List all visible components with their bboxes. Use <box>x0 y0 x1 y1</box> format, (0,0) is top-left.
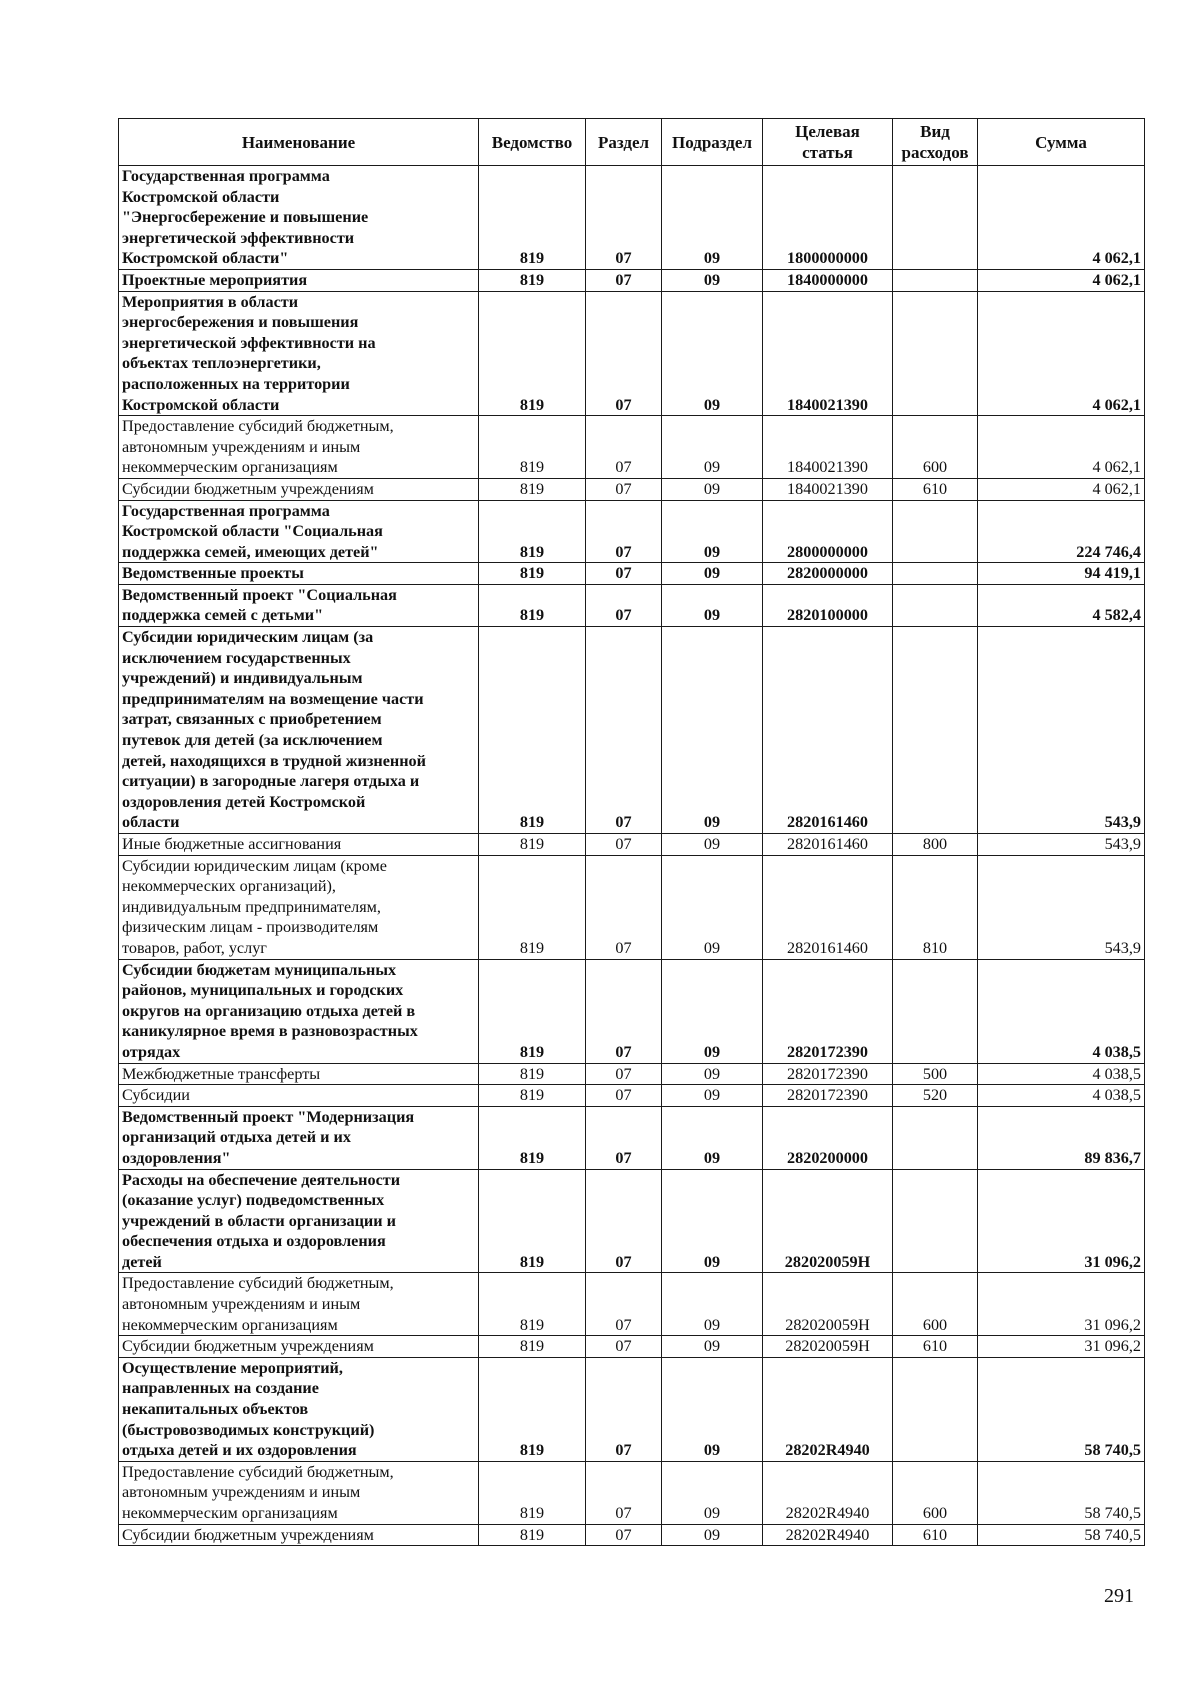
row-subsection: 09 <box>662 563 763 585</box>
row-name-line: Субсидии бюджетам муниципальных <box>122 960 397 979</box>
row-name-line: отдыха детей и их оздоровления <box>122 1441 357 1460</box>
row-expense-type <box>893 584 978 626</box>
row-amount: 543,9 <box>978 855 1145 959</box>
row-target-article: 1800000000 <box>763 166 893 270</box>
row-expense-type: 610 <box>893 1336 978 1358</box>
row-name-line: исключением государственных <box>122 648 351 667</box>
row-name-line: Иные бюджетные ассигнования <box>122 835 342 853</box>
budget-table <box>118 118 1145 1546</box>
row-target-article: 2820100000 <box>763 584 893 626</box>
row-name-line: Мероприятия в области <box>122 292 299 311</box>
row-name-line: детей <box>122 1252 162 1271</box>
table-row <box>119 627 1145 834</box>
row-expense-type: 800 <box>893 834 978 856</box>
row-amount: 4 038,5 <box>978 959 1145 1063</box>
row-target-article: 2820161460 <box>763 834 893 856</box>
row-name-line: товаров, работ, услуг <box>122 938 267 957</box>
row-name <box>119 269 479 291</box>
row-name-line: округов на организацию отдыха детей в <box>122 1001 416 1020</box>
row-subsection: 09 <box>662 1336 763 1358</box>
table-row <box>119 291 1145 416</box>
row-name-line: районов, муниципальных и городских <box>122 981 404 1000</box>
header-target-line1: Целевая <box>795 122 860 141</box>
row-amount: 4 062,1 <box>978 291 1145 416</box>
table-row <box>119 1063 1145 1085</box>
table-row <box>119 1169 1145 1273</box>
row-name-line: поддержка семей с детьми" <box>122 606 324 625</box>
row-amount: 4 062,1 <box>978 416 1145 479</box>
header-expense-type <box>893 119 978 166</box>
row-subsection: 09 <box>662 416 763 479</box>
table-row <box>119 1085 1145 1107</box>
row-department: 819 <box>479 1063 586 1085</box>
row-name-line: области <box>122 813 180 832</box>
row-expense-type <box>893 1357 978 1461</box>
row-name-line: учреждений в области организации и <box>122 1211 396 1230</box>
row-name-line: Костромской области <box>122 395 280 414</box>
row-name <box>119 1524 479 1546</box>
row-target-article: 1840021390 <box>763 478 893 500</box>
row-name <box>119 627 479 834</box>
row-section: 07 <box>586 1357 662 1461</box>
row-department: 819 <box>479 855 586 959</box>
row-section: 07 <box>586 1336 662 1358</box>
row-name-line: Ведомственные проекты <box>122 564 304 583</box>
row-name-line: организаций отдыха детей и их <box>122 1128 351 1147</box>
row-name-line: Межбюджетные трансферты <box>122 1064 321 1083</box>
row-name-line: объектах теплоэнергетики, <box>122 354 321 373</box>
row-department: 819 <box>479 959 586 1063</box>
table-row <box>119 269 1145 291</box>
row-section: 07 <box>586 291 662 416</box>
header-section: Раздел <box>586 119 662 166</box>
row-subsection: 09 <box>662 959 763 1063</box>
row-department: 819 <box>479 563 586 585</box>
row-expense-type <box>893 627 978 834</box>
row-section: 07 <box>586 627 662 834</box>
row-name-line: энергосбережения и повышения <box>122 313 359 332</box>
row-name-line: предпринимателям на возмещение части <box>122 689 424 708</box>
row-section: 07 <box>586 269 662 291</box>
row-target-article: 2820172390 <box>763 959 893 1063</box>
row-amount: 58 740,5 <box>978 1357 1145 1461</box>
row-amount: 4 038,5 <box>978 1063 1145 1085</box>
row-name-line: Предоставление субсидий бюджетным, <box>122 417 394 436</box>
row-target-article: 28202R4940 <box>763 1461 893 1524</box>
row-name-line: (быстровозводимых конструкций) <box>122 1420 375 1439</box>
header-type-line1: Вид <box>920 122 950 141</box>
row-target-article: 28202R4940 <box>763 1524 893 1546</box>
row-target-article: 2820161460 <box>763 627 893 834</box>
row-target-article: 2820161460 <box>763 855 893 959</box>
row-department: 819 <box>479 166 586 270</box>
row-expense-type <box>893 166 978 270</box>
row-name <box>119 959 479 1063</box>
table-row <box>119 1336 1145 1358</box>
row-name-line: Государственная программа <box>122 167 330 185</box>
row-name <box>119 1336 479 1358</box>
row-name-line: некоммерческим организациям <box>122 1504 338 1522</box>
row-target-article: 28202R4940 <box>763 1357 893 1461</box>
row-amount: 31 096,2 <box>978 1336 1145 1358</box>
row-name <box>119 834 479 856</box>
row-section: 07 <box>586 959 662 1063</box>
table-body <box>119 166 1145 1546</box>
row-name-line: Субсидии бюджетным учреждениям <box>122 479 374 498</box>
row-expense-type: 600 <box>893 416 978 479</box>
header-subsection: Подраздел <box>662 119 763 166</box>
row-target-article: 1840021390 <box>763 416 893 479</box>
row-name-line: автономным учреждениям и иным <box>122 437 361 456</box>
row-subsection: 09 <box>662 1461 763 1524</box>
row-subsection: 09 <box>662 855 763 959</box>
row-name-line: автономным учреждениям и иным <box>122 1295 361 1314</box>
table-row <box>119 959 1145 1063</box>
row-name <box>119 563 479 585</box>
row-department: 819 <box>479 1106 586 1169</box>
table-row <box>119 1357 1145 1461</box>
row-department: 819 <box>479 1169 586 1273</box>
row-name-line: автономным учреждениям и иным <box>122 1483 361 1502</box>
row-department: 819 <box>479 627 586 834</box>
row-expense-type <box>893 1106 978 1169</box>
row-expense-type <box>893 269 978 291</box>
row-name-line: расположенных на территории <box>122 374 350 393</box>
row-subsection: 09 <box>662 834 763 856</box>
row-name-line: индивидуальным предпринимателям, <box>122 897 381 916</box>
row-subsection: 09 <box>662 269 763 291</box>
row-name-line: Костромской области" <box>122 249 289 268</box>
row-expense-type: 500 <box>893 1063 978 1085</box>
row-section: 07 <box>586 416 662 479</box>
row-name <box>119 166 479 270</box>
row-subsection: 09 <box>662 478 763 500</box>
row-amount: 4 062,1 <box>978 166 1145 270</box>
row-name-line: Осуществление мероприятий, <box>122 1358 343 1377</box>
row-section: 07 <box>586 1273 662 1336</box>
row-name-line: энергетической эффективности <box>122 228 355 247</box>
row-subsection: 09 <box>662 166 763 270</box>
row-department: 819 <box>479 1336 586 1358</box>
row-name-line: Предоставление субсидий бюджетным, <box>122 1462 394 1481</box>
row-section: 07 <box>586 584 662 626</box>
row-department: 819 <box>479 269 586 291</box>
row-expense-type <box>893 1169 978 1273</box>
row-subsection: 09 <box>662 1085 763 1107</box>
row-subsection: 09 <box>662 500 763 563</box>
row-name-line: Костромской области <box>122 187 280 206</box>
header-name: Наименование <box>119 119 479 166</box>
row-department: 819 <box>479 584 586 626</box>
row-subsection: 09 <box>662 1273 763 1336</box>
row-section: 07 <box>586 1063 662 1085</box>
row-name <box>119 855 479 959</box>
table-row <box>119 500 1145 563</box>
row-subsection: 09 <box>662 1357 763 1461</box>
table-row <box>119 1461 1145 1524</box>
row-department: 819 <box>479 416 586 479</box>
row-target-article: 2820172390 <box>763 1085 893 1107</box>
row-name-line: некоммерческих организаций), <box>122 877 336 896</box>
row-target-article: 1840021390 <box>763 291 893 416</box>
row-expense-type: 520 <box>893 1085 978 1107</box>
row-name-line: детей, находящихся в трудной жизненной <box>122 751 426 770</box>
row-name-line: (оказание услуг) подведомственных <box>122 1191 385 1210</box>
row-name-line: оздоровления детей Костромской <box>122 792 366 811</box>
row-target-article: 282020059Н <box>763 1336 893 1358</box>
row-section: 07 <box>586 855 662 959</box>
row-expense-type <box>893 563 978 585</box>
row-name-line: Субсидии бюджетным учреждениям <box>122 1337 374 1356</box>
row-name-line: Ведомственный проект "Модернизация <box>122 1107 415 1126</box>
row-name-line: Расходы на обеспечение деятельности <box>122 1170 401 1189</box>
row-name <box>119 1169 479 1273</box>
row-expense-type <box>893 500 978 563</box>
row-amount: 58 740,5 <box>978 1461 1145 1524</box>
row-name-line: некапитальных объектов <box>122 1400 309 1419</box>
row-expense-type: 610 <box>893 1524 978 1546</box>
row-name <box>119 478 479 500</box>
row-name <box>119 1085 479 1107</box>
row-name-line: затрат, связанных с приобретением <box>122 710 382 729</box>
row-department: 819 <box>479 1461 586 1524</box>
table-row <box>119 834 1145 856</box>
row-subsection: 09 <box>662 627 763 834</box>
row-name <box>119 500 479 563</box>
table-row <box>119 584 1145 626</box>
row-name-line: Ведомственный проект "Социальная <box>122 585 397 604</box>
row-name <box>119 1461 479 1524</box>
row-target-article: 2800000000 <box>763 500 893 563</box>
row-name-line: Субсидии бюджетным учреждениям <box>122 1525 374 1544</box>
header-type-line2: расходов <box>901 143 969 162</box>
row-target-article: 2820172390 <box>763 1063 893 1085</box>
row-section: 07 <box>586 1461 662 1524</box>
row-department: 819 <box>479 1085 586 1107</box>
row-target-article: 2820200000 <box>763 1106 893 1169</box>
row-expense-type: 600 <box>893 1273 978 1336</box>
row-section: 07 <box>586 834 662 856</box>
row-target-article: 1840000000 <box>763 269 893 291</box>
row-section: 07 <box>586 563 662 585</box>
row-amount: 4 038,5 <box>978 1085 1145 1107</box>
row-target-article: 282020059Н <box>763 1273 893 1336</box>
row-department: 819 <box>479 478 586 500</box>
row-subsection: 09 <box>662 1106 763 1169</box>
row-name <box>119 291 479 416</box>
row-name-line: Государственная программа <box>122 501 330 520</box>
row-name-line: Проектные мероприятия <box>122 270 308 289</box>
row-subsection: 09 <box>662 1524 763 1546</box>
header-row <box>119 119 1145 166</box>
row-subsection: 09 <box>662 1063 763 1085</box>
row-department: 819 <box>479 1273 586 1336</box>
row-expense-type: 810 <box>893 855 978 959</box>
row-expense-type <box>893 291 978 416</box>
row-amount: 31 096,2 <box>978 1169 1145 1273</box>
row-amount: 224 746,4 <box>978 500 1145 563</box>
row-name-line: некоммерческим организациям <box>122 458 338 477</box>
row-name-line: "Энергосбережение и повышение <box>122 208 369 227</box>
row-expense-type: 610 <box>893 478 978 500</box>
row-amount: 31 096,2 <box>978 1273 1145 1336</box>
row-amount: 543,9 <box>978 834 1145 856</box>
row-name <box>119 1273 479 1336</box>
row-section: 07 <box>586 478 662 500</box>
table-row <box>119 855 1145 959</box>
table-row <box>119 563 1145 585</box>
row-name-line: Костромской области "Социальная <box>122 522 383 541</box>
row-section: 07 <box>586 166 662 270</box>
row-amount: 58 740,5 <box>978 1524 1145 1546</box>
row-name-line: энергетической эффективности на <box>122 333 376 352</box>
row-name-line: направленных на создание <box>122 1379 319 1398</box>
row-department: 819 <box>479 1357 586 1461</box>
row-name <box>119 1106 479 1169</box>
row-name-line: Субсидии юридическим лицам (за <box>122 628 374 647</box>
row-amount: 94 419,1 <box>978 563 1145 585</box>
row-name-line: отрядах <box>122 1042 181 1061</box>
table-row <box>119 1106 1145 1169</box>
table-row <box>119 478 1145 500</box>
row-name <box>119 1063 479 1085</box>
row-name-line: каникулярное время в разновозрастных <box>122 1022 418 1041</box>
table-row <box>119 1273 1145 1336</box>
row-name-line: обеспечения отдыха и оздоровления <box>122 1232 386 1251</box>
row-department: 819 <box>479 834 586 856</box>
row-name-line: некоммерческим организациям <box>122 1315 338 1334</box>
header-target-line2: статья <box>802 143 853 162</box>
row-expense-type <box>893 959 978 1063</box>
row-section: 07 <box>586 500 662 563</box>
row-name-line: Субсидии <box>122 1086 190 1105</box>
row-department: 819 <box>479 500 586 563</box>
row-name-line: оздоровления" <box>122 1148 231 1167</box>
row-amount: 543,9 <box>978 627 1145 834</box>
row-target-article: 2820000000 <box>763 563 893 585</box>
table-row <box>119 1524 1145 1546</box>
row-section: 07 <box>586 1524 662 1546</box>
row-expense-type: 600 <box>893 1461 978 1524</box>
table-row <box>119 166 1145 270</box>
row-name-line: Субсидии юридическим лицам (кроме <box>122 856 387 875</box>
row-subsection: 09 <box>662 1169 763 1273</box>
table-header <box>119 119 1145 166</box>
header-target-article <box>763 119 893 166</box>
row-subsection: 09 <box>662 584 763 626</box>
row-name <box>119 1357 479 1461</box>
row-amount: 4 062,1 <box>978 269 1145 291</box>
row-amount: 4 582,4 <box>978 584 1145 626</box>
table-row <box>119 416 1145 479</box>
row-name-line: Предоставление субсидий бюджетным, <box>122 1274 394 1293</box>
row-name-line: физическим лицам - производителям <box>122 918 379 937</box>
header-department: Ведомство <box>479 119 586 166</box>
row-name <box>119 416 479 479</box>
row-name <box>119 584 479 626</box>
row-name-line: учреждений) и индивидуальным <box>122 669 363 688</box>
row-name-line: поддержка семей, имеющих детей" <box>122 542 379 561</box>
row-name-line: путевок для детей (за исключением <box>122 731 383 750</box>
header-amount: Сумма <box>978 119 1145 166</box>
row-subsection: 09 <box>662 291 763 416</box>
page-number: 291 <box>1104 1585 1134 1607</box>
row-section: 07 <box>586 1169 662 1273</box>
row-amount: 89 836,7 <box>978 1106 1145 1169</box>
row-amount: 4 062,1 <box>978 478 1145 500</box>
row-department: 819 <box>479 291 586 416</box>
row-department: 819 <box>479 1524 586 1546</box>
row-section: 07 <box>586 1106 662 1169</box>
row-name-line: ситуации) в загородные лагеря отдыха и <box>122 772 420 791</box>
row-target-article: 282020059Н <box>763 1169 893 1273</box>
row-section: 07 <box>586 1085 662 1107</box>
